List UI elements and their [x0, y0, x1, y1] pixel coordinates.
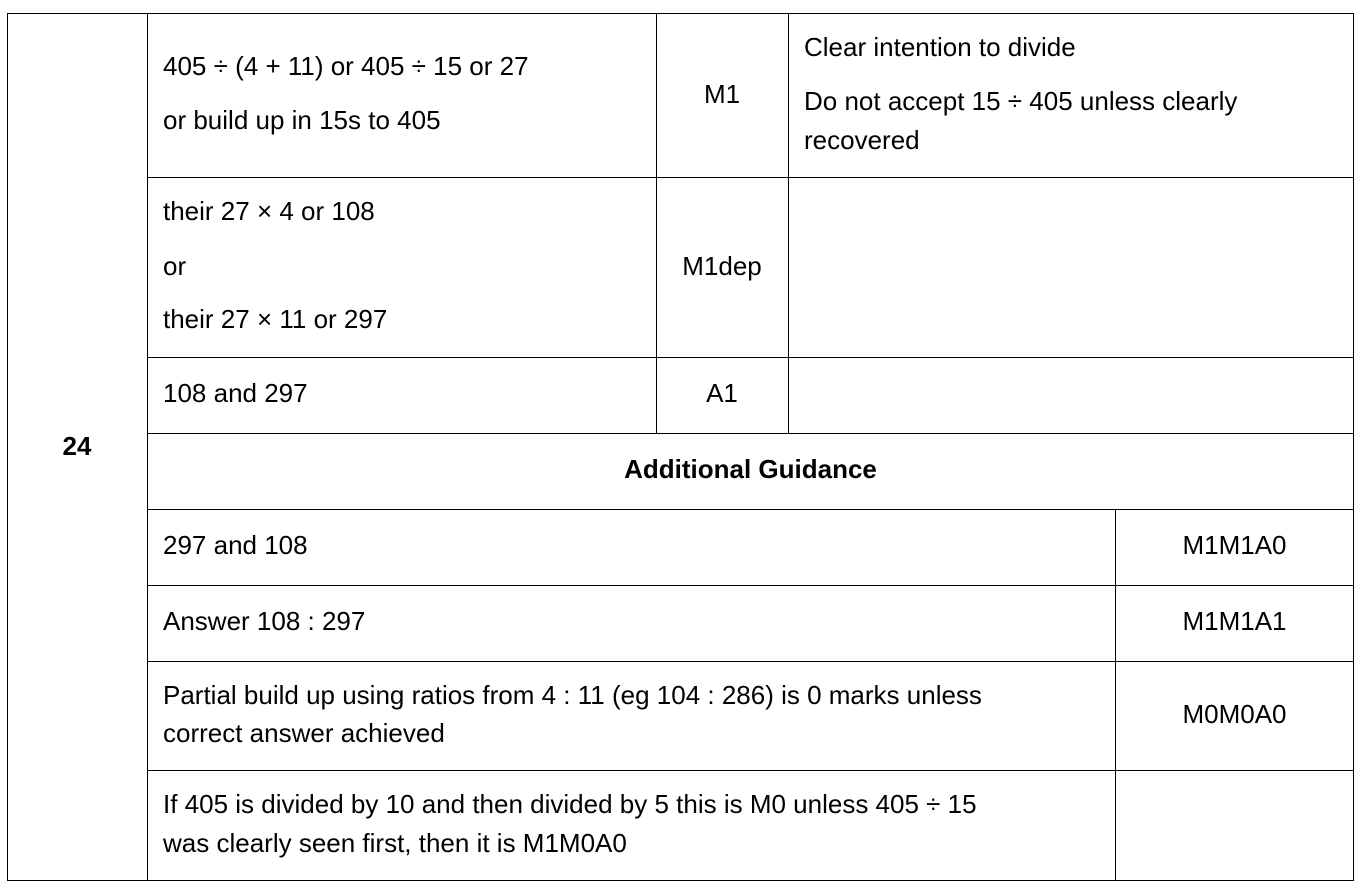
- guidance-text: Partial build up using ratios from 4 : 11 (eg 104 : 286) is 0 marks unless: [163, 680, 982, 710]
- table-border-top: [7, 13, 1354, 14]
- comment-text: Do not accept 15 ÷ 405 unless clearly: [804, 86, 1238, 116]
- guidance-text: 297 and 108: [163, 530, 308, 560]
- answer-text: 405 ÷ (4 + 11) or 405 ÷ 15 or 27: [163, 51, 529, 81]
- comment-column-divider: [788, 13, 789, 433]
- answer-text: their 27 × 4 or 108: [163, 196, 375, 226]
- answer-text: or build up in 15s to 405: [163, 105, 441, 135]
- mark-value: A1: [706, 378, 738, 408]
- answer-text: or: [163, 251, 187, 281]
- row-divider-3: [147, 433, 1354, 434]
- comment-text: Clear intention to divide: [804, 32, 1076, 62]
- question-number: 24: [62, 431, 92, 461]
- mark-value: M1: [703, 79, 741, 109]
- guidance-mark: M1M1A1: [1182, 606, 1287, 636]
- guidance-text: If 405 is divided by 10 and then divided by 5 this is M0 unless 405 ÷ 15: [163, 789, 977, 819]
- guidance-mark: M1M1A0: [1182, 530, 1287, 560]
- answer-text: 108 and 297: [163, 378, 308, 408]
- guidance-text: Answer 108 : 297: [163, 606, 366, 636]
- table-border-bottom: [7, 880, 1354, 881]
- guidance-mark-divider: [1115, 509, 1116, 881]
- guidance-text: was clearly seen first, then it is M1M0A0: [163, 828, 627, 858]
- row-divider-6: [147, 661, 1354, 662]
- guidance-heading: Additional Guidance: [624, 454, 877, 484]
- mark-column-divider: [656, 13, 657, 433]
- guidance-mark: M0M0A0: [1182, 699, 1287, 729]
- mark-value: M1dep: [682, 251, 762, 281]
- guidance-text: correct answer achieved: [163, 718, 445, 748]
- row-divider-7: [147, 770, 1354, 771]
- answer-text: their 27 × 11 or 297: [163, 304, 388, 334]
- comment-text: recovered: [804, 125, 920, 155]
- question-column-divider: [147, 13, 148, 881]
- row-divider-5: [147, 585, 1354, 586]
- row-divider-2: [147, 357, 1354, 358]
- table-border-right: [1353, 13, 1354, 881]
- row-divider-4: [147, 509, 1354, 510]
- row-divider-1: [147, 177, 1354, 178]
